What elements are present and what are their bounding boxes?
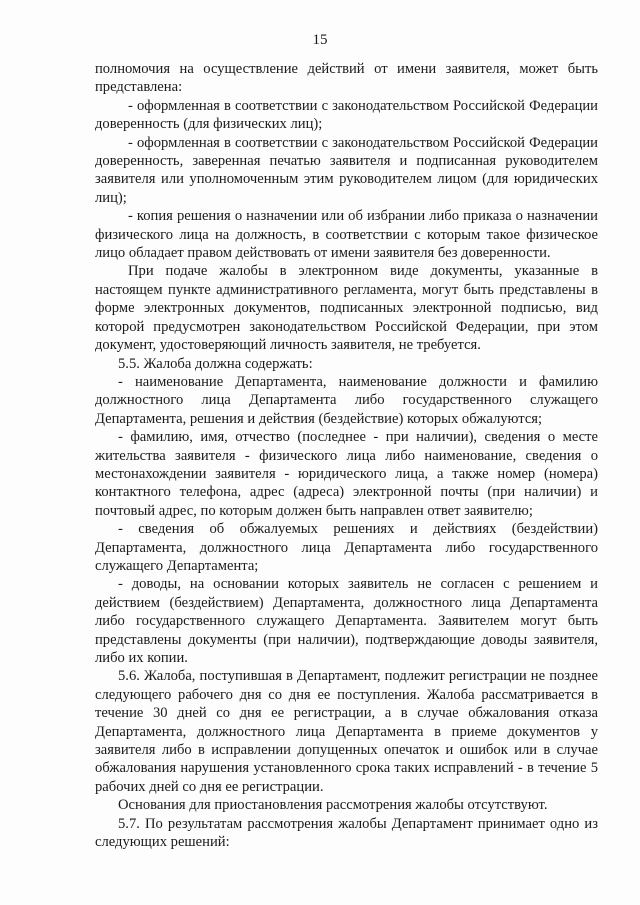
paragraph-12: Основания для приостановления рассмотрения жалобы отсутствуют. (118, 797, 548, 814)
document-body (95, 60, 598, 851)
paragraph-2: - оформленная в соответствии с законодательством Российской Федерации доверенность (для физических лиц); (95, 97, 598, 133)
page-number: 15 (312, 32, 328, 48)
paragraph-11: 5.6. Жалоба, поступившая в Департамент, подлежит регистрации не позднее следующего рабочего дня со дня ее поступления. Жалоба рассматривается в течение 30 дней со дня ее регистрации, а в случае обжалования отказа Департамента, должностного лица Департамента в приеме документов у заявителя либо в исправлении допущенных опечаток и ошибок или в случае обжалования нарушения установленного срока таких исправлений - в течение 5 рабочих дней со дня ее регистрации. (95, 668, 598, 795)
paragraph-10: - доводы, на основании которых заявитель не согласен с решением и действием (бездействием) Департамента, должностного лица Департамента либо государственного служащего Департамента. Заявителем могут быть представлены документы (при наличии), подтверждающие доводы заявителя, либо их копии. (95, 576, 598, 666)
paragraph-1: полномочия на осуществление действий от имени заявителя, может быть представлена: (95, 61, 598, 96)
paragraph-7: - наименование Департамента, наименование должности и фамилию должностного лица Департамента либо государственного служащего Департамента, решения и действия (бездействие) которых обжалуются; (95, 373, 598, 427)
paragraph-8: - фамилию, имя, отчество (последнее - при наличии), сведения о месте жительства заявителя - физического лица либо наименование, сведения о местонахождении заявителя - юридического лица, а также номер (номера) контактного телефона, адрес (адреса) электронной почты (при наличии) и почтовый адрес, по которым должен быть направлен ответ заявителю; (95, 429, 598, 519)
paragraph-3: - оформленная в соответствии с законодательством Российской Федерации доверенность, заверенная печатью заявителя и подписанная руководителем заявителя или уполномоченным этим руководителем лицом (для юридических лиц); (95, 134, 598, 206)
paragraph-5: При подаче жалобы в электронном виде документы, указанные в настоящем пункте административного регламента, могут быть представлены в форме электронных документов, подписанных электронной подписью, вид которой предусмотрен законодательством Российской Федерации, при этом документ, удостоверяющий личность заявителя, не требуется. (95, 263, 598, 354)
paragraph-4: - копия решения о назначении или об избрании либо приказа о назначении физического лица на должность, в соответствии с которым такое физическое лицо обладает правом действовать от имени заявителя без доверенности. (95, 208, 598, 262)
paragraph-9: - сведения об обжалуемых решениях и действиях (бездействии) Департамента, должностного лица Департамента либо государственного служащего Департамента; (95, 521, 598, 574)
paragraph-6: 5.5. Жалоба должна содержать: (118, 355, 313, 372)
paragraph-13: 5.7. По результатам рассмотрения жалобы Департамент принимает одно из следующих решений: (95, 815, 598, 851)
